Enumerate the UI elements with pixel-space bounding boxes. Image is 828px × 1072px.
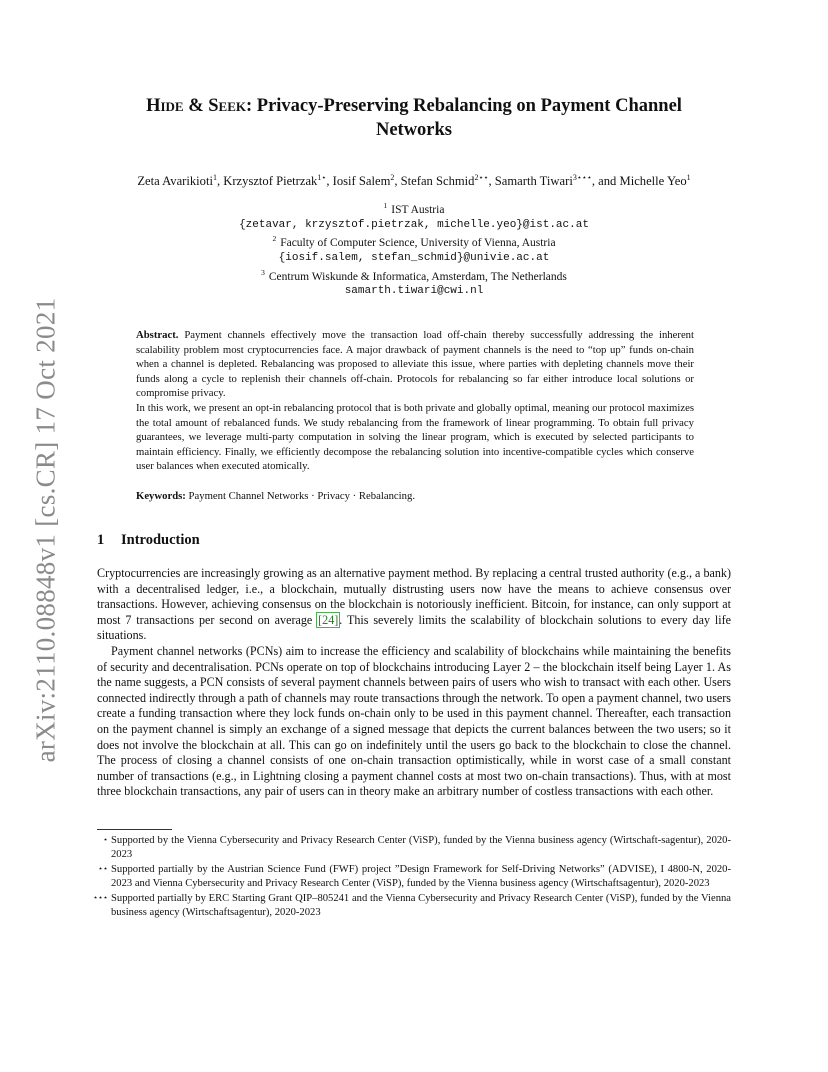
arxiv-identifier: [18, 297, 74, 763]
introduction-body: [97, 566, 731, 800]
title-hide: Hide: [146, 96, 184, 116]
affiliation-3-email[interactable]: samarth.tiwari@cwi.nl: [344, 285, 484, 298]
paper-title: [100, 94, 728, 142]
abstract-paragraph-1: Abstract. Payment channels effectively move the transaction load off-chain thereby successfully addressing the inherent scalability problem most cryptocurrencies face. A major drawback of payment channels is the need to “top up” funds on-chain when a channel is depleted. Rebalancing was proposed to alleviate this issue, where parties with depleting channels move their funds along a cycle to replenish their channels off-chain. Protocols for rebalancing so far either introduce local solutions or compromise privacy.: [136, 329, 694, 400]
keywords-label: Keywords:: [136, 490, 186, 502]
affiliation-2-email[interactable]: {iosif.salem, stefan_schmid}@univie.ac.at: [278, 252, 550, 265]
footnote-rule: [97, 829, 172, 830]
author: Zeta Avarikioti$^1$,: [137, 173, 224, 189]
abstract: [136, 328, 694, 474]
arxiv-identifier-text: arXiv:2110.08848v1 [cs.CR] 17 Oct 2021: [30, 297, 61, 763]
footnote: ⋆ Supported by the Vienna Cybersecurity and Privacy Research Center (ViSP), funded by the Vienna business agency (Wirtschaft-sagentur), 2020-2023: [84, 834, 731, 863]
author: Iosif Salem$^2$,: [332, 173, 401, 189]
affiliation-2: $^2$ Faculty of Computer Science, University of Vienna, Austria: [272, 234, 556, 250]
footnote: ⋆⋆ Supported partially by the Austrian Science Fund (FWF) project ”Design Framework for Self-Driving Networks” (ADVISE), I 4800-N, 2020-2023 and Vienna Cybersecurity and Privacy Research Center (ViSP), funded by the Vienna business agency (Wirtschaftsagentur), 2020-2023: [84, 863, 731, 892]
section-title: Introduction: [121, 532, 200, 548]
affiliation-1: $^1$ IST Austria: [383, 201, 445, 216]
abstract-label: Abstract.: [136, 329, 179, 341]
affiliations: [160, 199, 668, 299]
keywords-text: Payment Channel Networks · Privacy · Rebalancing.: [188, 490, 416, 502]
keywords: [136, 489, 694, 503]
title-line2: Networks: [375, 120, 453, 140]
footnote-mark: ⋆⋆: [97, 864, 108, 874]
author: Stefan Schmid$^{2⋆⋆}$,: [400, 173, 495, 189]
author: Samarth Tiwari$^{3⋆⋆⋆}$, and: [494, 173, 620, 189]
affiliation-3: $^3$ Centrum Wiskunde & Informatica, Amsterdam, The Netherlands: [261, 267, 567, 283]
footnote: ⋆⋆⋆ Supported partially by ERC Starting Grant QIP–805241 and the Vienna Cybersecurity and Privacy Research Center (ViSP), funded by the Vienna business agency (Wirtschaftsagentur), 2020-2023: [84, 892, 731, 921]
section-number: 1: [97, 532, 105, 548]
citation-link[interactable]: [24]: [318, 612, 339, 627]
footnote-mark: ⋆: [102, 835, 108, 844]
title-rest: : Privacy-Preserving Rebalancing on Payment Channel: [246, 96, 682, 116]
title-seek: Seek: [208, 96, 246, 116]
author-list: [96, 170, 732, 189]
author: Krzysztof Pietrzak$^{1⋆}$,: [223, 173, 333, 189]
section-heading: [97, 532, 200, 549]
footnote-mark: ⋆⋆⋆: [92, 893, 108, 903]
author: Michelle Yeo$^1$: [619, 173, 691, 189]
footnotes: [84, 834, 731, 921]
abstract-paragraph-2: In this work, we present an opt-in rebalancing protocol that is both private and globally optimal, meaning our protocol maximizes the total amount of rebalanced funds. We study rebalancing from the framework of linear programming. To obtain full privacy guarantees, we leverage multi-party computation in solving the linear program, which is executed by selected participants to maintain efficiency. Finally, we efficiently decompose the rebalancing solution into incentive-compatible cycles which conserve user balances when executed atomically.: [136, 401, 694, 473]
title-amp: &: [183, 96, 209, 116]
intro-paragraph-1: Cryptocurrencies are increasingly growing as an alternative payment method. By replacing a central trusted authority (e.g., a bank) with a decentralised ledger, i.e., a blockchain, mutually distrusting users now have the means to achieve consensus over transactions. However, achieving consensus on the blockchain is notoriously inefficient. Bitcoin, for instance, can only support at most 7 transactions per second on average [24]. This severely limits the scalability of blockchain solutions to every day life situations.: [97, 566, 731, 643]
affiliation-1-email[interactable]: {zetavar, krzysztof.pietrzak, michelle.yeo}@ist.ac.at: [239, 218, 589, 231]
intro-paragraph-2: Payment channel networks (PCNs) aim to increase the efficiency and scalability of blockchains while maintaining the benefits of security and decentralisation. PCNs operate on top of blockchains introducing Layer 2 – the blockchain itself being Layer 1. As the name suggests, a PCN consists of several payment channels between pairs of users who wish to transact with each other. Users connected indirectly through a path of channels may route transactions through the network. To open a payment channel, two users create a funding transaction where they lock funds on-chain only to be used in this payment channel. Thereafter, each transaction on the payment channel is simply an exchange of a signed message that depicts the current balances between the two users; so it does not involve the blockchain at all. This can go on indefinitely until the users go back to the blockchain to close the channel. The process of closing a channel consists of one on-chain transaction optimistically, while in worst case of a small constant number of transactions (e.g., in Lightning closing a payment channel costs at most two on-chain transactions). Thus, with at most three blockchain transactions, any pair of users can in theory make an arbitrary number of costless transactions with each other.: [97, 643, 732, 799]
